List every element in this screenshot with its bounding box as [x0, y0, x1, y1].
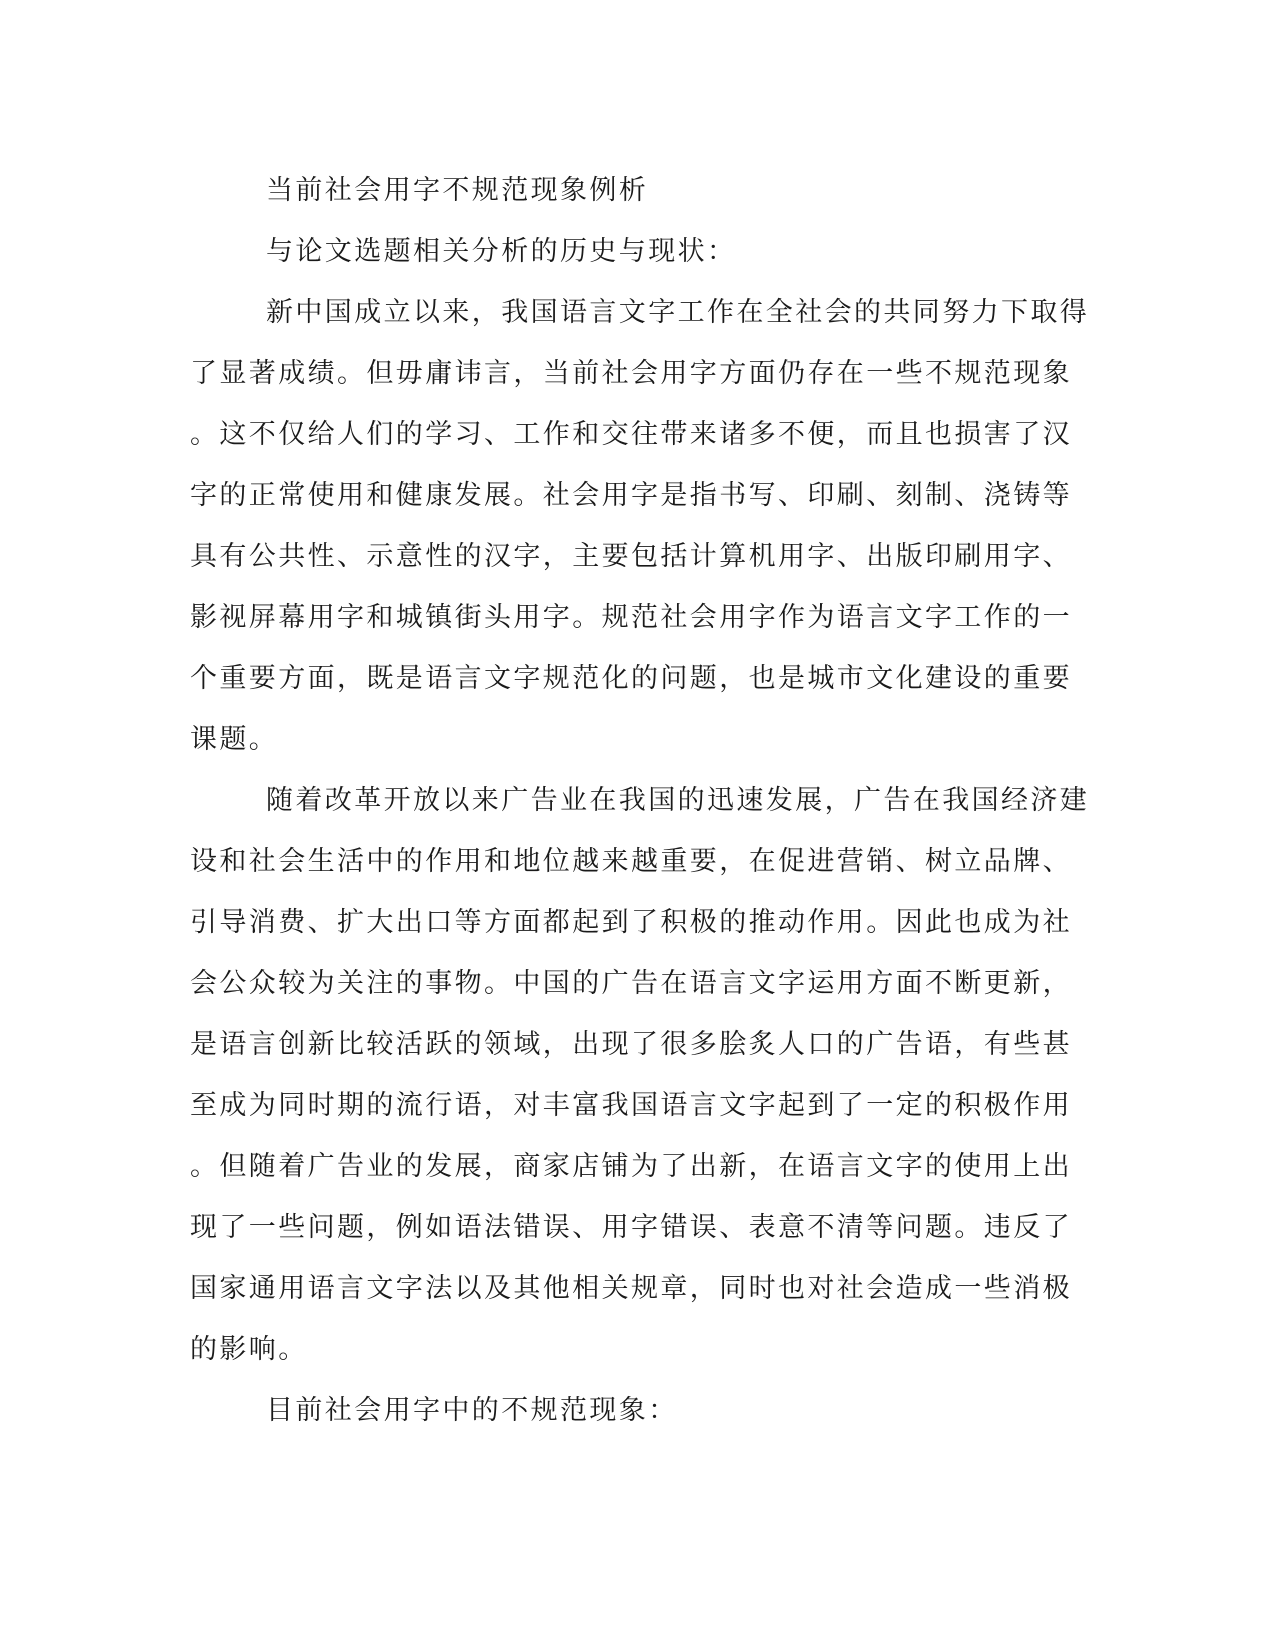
paragraph-line: 。但随着广告业的发展，商家店铺为了出新，在语言文字的使用上出 [190, 1151, 1072, 1182]
paragraph-line: 现了一些问题，例如语法错误、用字错误、表意不清等问题。违反了 [190, 1212, 1072, 1243]
paragraph-line: 课题。 [190, 724, 279, 755]
paragraph-line: 。这不仅给人们的学习、工作和交往带来诸多不便，而且也损害了汉 [190, 419, 1072, 450]
paragraph-line: 个重要方面，既是语言文字规范化的问题，也是城市文化建设的重要 [190, 663, 1072, 694]
paragraph-line: 的影响。 [190, 1334, 308, 1365]
paragraph-line: 会公众较为关注的事物。中国的广告在语言文字运用方面不断更新， [190, 968, 1072, 999]
document-title: 当前社会用字不规范现象例析 [266, 175, 649, 206]
paragraph-line: 是语言创新比较活跃的领域，出现了很多脍炙人口的广告语，有些甚 [190, 1029, 1072, 1060]
paragraph-line: 随着改革开放以来广告业在我国的迅速发展，广告在我国经济建 [266, 785, 1090, 816]
section-heading-current: 目前社会用字中的不规范现象： [266, 1395, 678, 1426]
paragraph-line: 国家通用语言文字法以及其他相关规章，同时也对社会造成一些消极 [190, 1273, 1072, 1304]
paragraph-line: 设和社会生活中的作用和地位越来越重要，在促进营销、树立品牌、 [190, 846, 1072, 877]
paragraph-1 [190, 282, 1090, 770]
paragraph-2 [190, 770, 1090, 1380]
paragraph-line: 具有公共性、示意性的汉字，主要包括计算机用字、出版印刷用字、 [190, 541, 1072, 572]
paragraph-line: 新中国成立以来，我国语言文字工作在全社会的共同努力下取得 [266, 297, 1090, 328]
paragraph-line: 影视屏幕用字和城镇街头用字。规范社会用字作为语言文字工作的一 [190, 602, 1072, 633]
section-heading-history: 与论文选题相关分析的历史与现状： [266, 236, 737, 267]
paragraph-line: 引导消费、扩大出口等方面都起到了积极的推动作用。因此也成为社 [190, 907, 1072, 938]
paragraph-line: 至成为同时期的流行语，对丰富我国语言文字起到了一定的积极作用 [190, 1090, 1072, 1121]
paragraph-line: 了显著成绩。但毋庸讳言，当前社会用字方面仍存在一些不规范现象 [190, 358, 1072, 389]
paragraph-line: 字的正常使用和健康发展。社会用字是指书写、印刷、刻制、浇铸等 [190, 480, 1072, 511]
document-body [190, 160, 1090, 1441]
